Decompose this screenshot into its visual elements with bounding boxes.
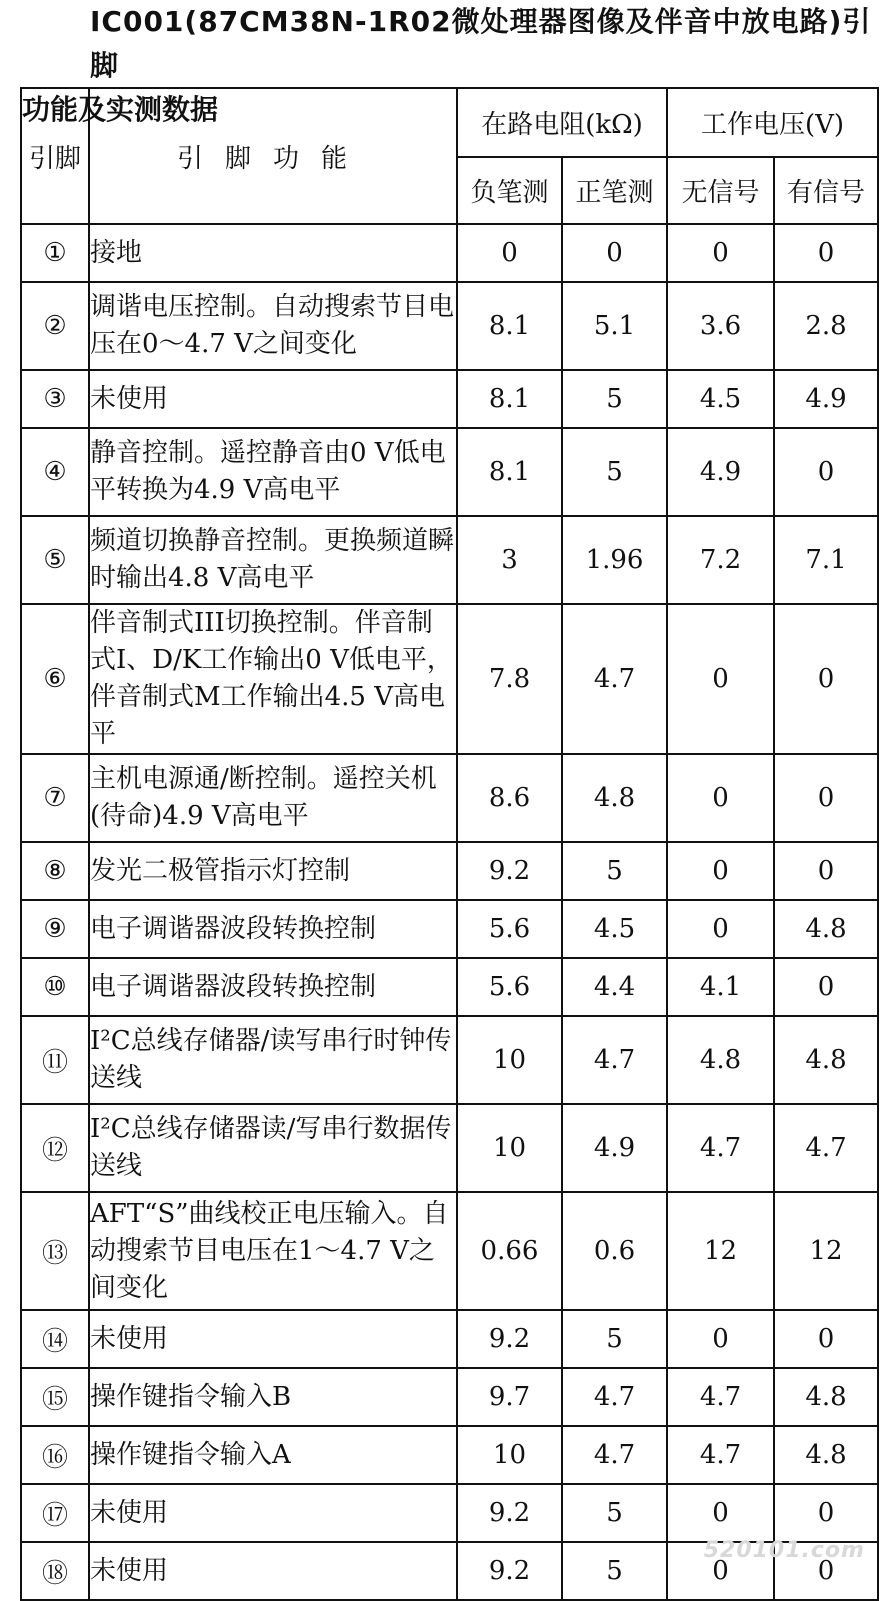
table-row (21, 842, 878, 900)
pin-number-cell: ⑤ (21, 516, 89, 604)
table-row (21, 958, 878, 1016)
resistance-negative-cell: 10 (457, 1104, 562, 1192)
resistance-positive-cell: 5.1 (562, 282, 667, 370)
header-positive-probe: 正笔测 (562, 157, 667, 224)
resistance-positive-cell: 4.7 (562, 1368, 667, 1426)
voltage-no-signal-cell: 4.7 (667, 1104, 774, 1192)
resistance-negative-cell: 9.2 (457, 1484, 562, 1542)
pin-function-cell: 发光二极管指示灯控制 (89, 842, 457, 900)
resistance-positive-cell: 5 (562, 842, 667, 900)
pin-number-cell: ⑬ (21, 1192, 89, 1310)
pin-function-cell: 伴音制式III切换控制。伴音制式I、D/K工作输出0 V低电平，伴音制式M工作输出4.5 V高电平 (89, 604, 457, 754)
voltage-with-signal-cell: 12 (774, 1192, 878, 1310)
resistance-negative-cell: 9.2 (457, 1310, 562, 1368)
resistance-negative-cell: 10 (457, 1426, 562, 1484)
pin-number-cell: ④ (21, 428, 89, 516)
voltage-no-signal-cell: 4.5 (667, 370, 774, 428)
pin-function-cell: I²C总线存储器读/写串行数据传送线 (89, 1104, 457, 1192)
voltage-no-signal-cell: 0 (667, 900, 774, 958)
voltage-no-signal-cell: 4.7 (667, 1426, 774, 1484)
voltage-with-signal-cell: 2.8 (774, 282, 878, 370)
resistance-negative-cell: 9.2 (457, 842, 562, 900)
pin-function-cell: 操作键指令输入B (89, 1368, 457, 1426)
voltage-no-signal-cell: 0 (667, 1484, 774, 1542)
pin-number-cell: ⑱ (21, 1542, 89, 1600)
header-resistance: 在路电阻(kΩ) (457, 88, 667, 157)
resistance-negative-cell: 8.1 (457, 370, 562, 428)
resistance-negative-cell: 9.7 (457, 1368, 562, 1426)
voltage-no-signal-cell: 0 (667, 754, 774, 842)
table-row (21, 604, 878, 754)
table-row (21, 900, 878, 958)
voltage-no-signal-cell: 4.8 (667, 1016, 774, 1104)
pin-number-cell: ⑯ (21, 1426, 89, 1484)
table-row (21, 1016, 878, 1104)
pin-function-cell: 接地 (89, 224, 457, 282)
pin-function-cell: 调谐电压控制。自动搜索节目电压在0～4.7 V之间变化 (89, 282, 457, 370)
voltage-with-signal-cell: 4.8 (774, 900, 878, 958)
resistance-negative-cell: 8.1 (457, 428, 562, 516)
table-row (21, 370, 878, 428)
voltage-with-signal-cell: 4.8 (774, 1368, 878, 1426)
resistance-negative-cell: 8.1 (457, 282, 562, 370)
table-row (21, 1484, 878, 1542)
resistance-positive-cell: 5 (562, 370, 667, 428)
voltage-with-signal-cell: 0 (774, 958, 878, 1016)
resistance-positive-cell: 4.8 (562, 754, 667, 842)
resistance-negative-cell: 3 (457, 516, 562, 604)
resistance-negative-cell: 0.66 (457, 1192, 562, 1310)
pin-function-cell: 频道切换静音控制。更换频道瞬时输出4.8 V高电平 (89, 516, 457, 604)
resistance-negative-cell: 5.6 (457, 958, 562, 1016)
resistance-positive-cell: 4.7 (562, 604, 667, 754)
voltage-with-signal-cell: 0 (774, 1484, 878, 1542)
pin-number-cell: ⑧ (21, 842, 89, 900)
pin-number-cell: ⑨ (21, 900, 89, 958)
resistance-negative-cell: 8.6 (457, 754, 562, 842)
header-function: 引脚功能 (89, 88, 457, 224)
voltage-with-signal-cell: 0 (774, 224, 878, 282)
resistance-positive-cell: 4.9 (562, 1104, 667, 1192)
pin-function-cell: 未使用 (89, 370, 457, 428)
header-voltage: 工作电压(V) (667, 88, 878, 157)
header-no-signal: 无信号 (667, 157, 774, 224)
voltage-no-signal-cell: 7.2 (667, 516, 774, 604)
resistance-positive-cell: 0 (562, 224, 667, 282)
resistance-positive-cell: 1.96 (562, 516, 667, 604)
pin-number-cell: ⑪ (21, 1016, 89, 1104)
pin-number-cell: ⑩ (21, 958, 89, 1016)
pin-number-cell: ③ (21, 370, 89, 428)
resistance-negative-cell: 5.6 (457, 900, 562, 958)
pin-function-cell: 电子调谐器波段转换控制 (89, 900, 457, 958)
pin-function-cell: I²C总线存储器/读写串行时钟传送线 (89, 1016, 457, 1104)
voltage-with-signal-cell: 7.1 (774, 516, 878, 604)
pin-number-cell: ② (21, 282, 89, 370)
voltage-with-signal-cell: 0 (774, 842, 878, 900)
resistance-positive-cell: 4.7 (562, 1426, 667, 1484)
voltage-no-signal-cell: 0 (667, 1542, 774, 1600)
resistance-negative-cell: 7.8 (457, 604, 562, 754)
table-row (21, 754, 878, 842)
table-row (21, 428, 878, 516)
table-row (21, 1104, 878, 1192)
voltage-with-signal-cell: 4.8 (774, 1426, 878, 1484)
resistance-positive-cell: 5 (562, 1542, 667, 1600)
header-row-top (21, 88, 878, 157)
header-negative-probe: 负笔测 (457, 157, 562, 224)
resistance-negative-cell: 0 (457, 224, 562, 282)
table-row (21, 1426, 878, 1484)
voltage-with-signal-cell: 4.8 (774, 1016, 878, 1104)
voltage-no-signal-cell: 3.6 (667, 282, 774, 370)
pin-function-cell: AFT“S”曲线校正电压输入。自动搜索节目电压在1～4.7 V之间变化 (89, 1192, 457, 1310)
voltage-no-signal-cell: 12 (667, 1192, 774, 1310)
voltage-no-signal-cell: 4.1 (667, 958, 774, 1016)
voltage-no-signal-cell: 4.9 (667, 428, 774, 516)
voltage-with-signal-cell: 0 (774, 604, 878, 754)
voltage-with-signal-cell: 0 (774, 428, 878, 516)
voltage-with-signal-cell: 4.9 (774, 370, 878, 428)
voltage-no-signal-cell: 0 (667, 224, 774, 282)
pin-number-cell: ⑥ (21, 604, 89, 754)
voltage-no-signal-cell: 0 (667, 604, 774, 754)
pin-number-cell: ⑮ (21, 1368, 89, 1426)
voltage-no-signal-cell: 0 (667, 1310, 774, 1368)
pin-function-cell: 电子调谐器波段转换控制 (89, 958, 457, 1016)
pin-number-cell: ⑰ (21, 1484, 89, 1542)
resistance-positive-cell: 4.4 (562, 958, 667, 1016)
table-row (21, 1192, 878, 1310)
voltage-with-signal-cell: 4.7 (774, 1104, 878, 1192)
pin-function-cell: 主机电源通/断控制。遥控关机(待命)4.9 V高电平 (89, 754, 457, 842)
table-row (21, 1368, 878, 1426)
resistance-negative-cell: 9.2 (457, 1542, 562, 1600)
table-row (21, 224, 878, 282)
pin-function-cell: 未使用 (89, 1542, 457, 1600)
resistance-negative-cell: 10 (457, 1016, 562, 1104)
resistance-positive-cell: 5 (562, 428, 667, 516)
resistance-positive-cell: 5 (562, 1310, 667, 1368)
voltage-with-signal-cell: 0 (774, 1542, 878, 1600)
pin-function-cell: 操作键指令输入A (89, 1426, 457, 1484)
pin-number-cell: ⑭ (21, 1310, 89, 1368)
table-row (21, 1310, 878, 1368)
header-with-signal: 有信号 (774, 157, 878, 224)
pin-number-cell: ⑦ (21, 754, 89, 842)
pin-number-cell: ⑫ (21, 1104, 89, 1192)
watermark-logo: 520101.com (703, 1538, 865, 1563)
resistance-positive-cell: 5 (562, 1484, 667, 1542)
header-pin: 引脚 (21, 88, 89, 224)
table-row (21, 516, 878, 604)
resistance-positive-cell: 4.5 (562, 900, 667, 958)
pin-function-cell: 未使用 (89, 1310, 457, 1368)
table-row (21, 282, 878, 370)
pin-function-cell: 静音控制。遥控静音由0 V低电平转换为4.9 V高电平 (89, 428, 457, 516)
table-body (21, 224, 878, 1600)
voltage-with-signal-cell: 0 (774, 754, 878, 842)
resistance-positive-cell: 0.6 (562, 1192, 667, 1310)
voltage-no-signal-cell: 0 (667, 842, 774, 900)
resistance-positive-cell: 4.7 (562, 1016, 667, 1104)
pin-function-cell: 未使用 (89, 1484, 457, 1542)
pin-function-table (20, 87, 879, 1601)
voltage-no-signal-cell: 4.7 (667, 1368, 774, 1426)
pin-number-cell: ① (21, 224, 89, 282)
title-line-1: IC001(87CM38N-1R02微处理器图像及伴音中放电路)引脚 (90, 5, 872, 82)
voltage-with-signal-cell: 0 (774, 1310, 878, 1368)
title-line-2: 功能及实测数据 (22, 93, 219, 126)
